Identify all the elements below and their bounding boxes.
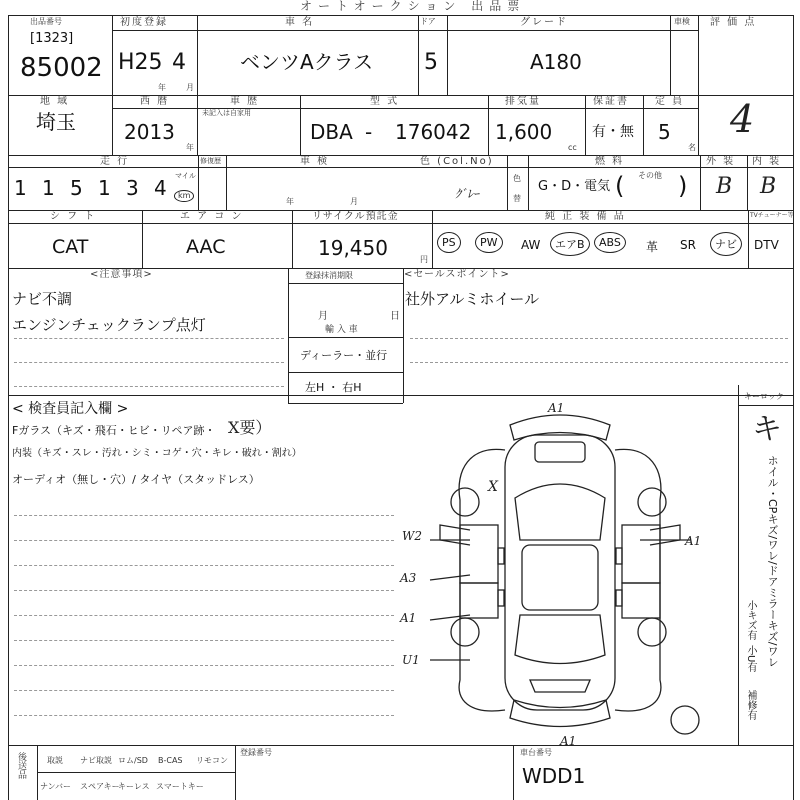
footer-item-remote: リモコン <box>196 756 228 765</box>
key-lock-label: キーロック <box>744 392 784 401</box>
recycle-label: リサイクル預託金 <box>312 211 399 222</box>
capacity-label: 定 員 <box>655 96 685 107</box>
handle-side: 左H ・ 右H <box>305 381 362 394</box>
history-label: 車 歴 <box>230 96 260 107</box>
fuel: G・D・電気 <box>538 179 611 194</box>
extra-label: 車検 <box>674 17 690 26</box>
km-unit: km <box>174 190 194 202</box>
fuel-paren-close: ) <box>678 172 688 200</box>
first-reg-month: 4 <box>172 50 186 75</box>
lot-number: 85002 <box>20 53 103 83</box>
mileage-digit-3: 5 <box>70 176 83 200</box>
western-year: 2013 <box>124 120 175 144</box>
mileage-digit-5: 3 <box>126 176 139 200</box>
tv-tuner-label: TVチューナー等 <box>750 212 794 219</box>
displacement-unit: cc <box>568 143 577 152</box>
fuel-paren-open: ( <box>615 172 625 200</box>
deadline-month: 月 <box>318 311 328 322</box>
ac: AAC <box>186 236 226 258</box>
exterior-label: 外 装 <box>706 156 736 167</box>
region: 埼玉 <box>36 110 76 134</box>
equip-dtv: DTV <box>754 238 779 252</box>
inspector-line-2: 内装（キズ・スレ・汚れ・シミ・コゲ・穴・キレ・破れ・割れ） <box>12 448 302 459</box>
door-label: ドア <box>420 17 436 26</box>
footer-item-keyless: キーレス <box>118 782 150 791</box>
fuel-other: その他 <box>638 171 662 180</box>
note-line-2: エンジンチェックランプ点灯 <box>12 316 206 334</box>
equip-abs: ABS <box>594 232 630 253</box>
color-side-2: 替 <box>513 194 521 203</box>
interior-label: 内 装 <box>752 156 782 167</box>
region-label: 地 域 <box>40 96 70 107</box>
interior-grade: B <box>760 174 777 199</box>
mark-rear: A1 <box>560 734 577 748</box>
shaken-month: 月 <box>350 197 358 206</box>
warranty: 有・無 <box>592 124 634 140</box>
equip-airbag: エアB <box>550 232 594 256</box>
sales-point-label: <セールスポイント> <box>404 269 510 280</box>
key-sub-1: 小キズ有 <box>745 600 756 640</box>
key-sub-2: 小U有 <box>745 645 756 673</box>
fuel-label: 燃 料 <box>595 156 625 167</box>
inspector-line-1-mark: X要） <box>228 418 272 437</box>
mile-unit: マイル <box>175 172 196 180</box>
grade: A180 <box>530 50 582 74</box>
deadline-day: 日 <box>390 311 400 322</box>
equip-navi: ナビ <box>710 232 746 256</box>
model-prefix: DBA <box>310 120 353 144</box>
key-note-vertical: ホイル・CPキズ/ワレ/ドアミラーキズ/ワレ <box>766 455 780 668</box>
sales-point: 社外アルミホイール <box>405 290 540 308</box>
footer-item-plate: ナンバー <box>40 782 72 791</box>
door-count: 5 <box>424 50 438 75</box>
shaken-year: 年 <box>286 197 294 206</box>
deadline-label: 登録抹消期限 <box>305 271 353 280</box>
capacity-unit: 名 <box>688 143 696 152</box>
car-name-label: 車 名 <box>285 17 315 28</box>
key-lock-mark: キ <box>752 412 782 447</box>
capacity: 5 <box>658 120 671 144</box>
lot-code: [1323] <box>30 31 74 46</box>
model-label: 型 式 <box>370 96 400 107</box>
color-label: 色 (Col.No) <box>420 156 494 167</box>
grade-label: グレード <box>520 17 568 28</box>
import-label: 輸 入 車 <box>325 325 358 335</box>
mark-front-x: X <box>488 479 498 495</box>
mileage-label: 走 行 <box>100 156 130 167</box>
exterior-grade: B <box>716 174 733 199</box>
western-year-unit: 年 <box>186 143 194 152</box>
first-reg-era: H25 <box>118 50 163 75</box>
rating-label: 評 価 点 <box>710 17 757 28</box>
mileage-digit-1: 1 <box>14 176 27 200</box>
equip-sr: SR <box>680 238 696 252</box>
color-side-1: 色 <box>513 174 521 183</box>
recycle-yen: 円 <box>420 255 428 264</box>
mileage-digit-2: 1 <box>42 176 55 200</box>
recycle-fee: 19,450 <box>318 236 388 260</box>
model-dash: - <box>365 120 373 144</box>
shaken-label: 車 検 <box>300 156 330 167</box>
rating-value: 4 <box>730 97 755 141</box>
mark-left-rear: A1 <box>400 611 417 625</box>
first-reg-label: 初度登録 <box>120 17 168 28</box>
mark-left-front-door: W2 <box>402 529 422 543</box>
equip-leather: 革 <box>646 240 659 254</box>
key-sub-3: 補修有 <box>745 690 756 720</box>
displacement: 1,600 <box>495 120 553 144</box>
sheet-title: オートオークション 出品票 <box>300 0 526 13</box>
warranty-label: 保証書 <box>593 96 629 107</box>
mark-left-door: A3 <box>400 571 417 585</box>
inspector-label: < 検査員記入欄 > <box>12 401 129 417</box>
registration-label: 登録番号 <box>240 748 272 757</box>
repair-label: 修復歴 <box>200 157 221 165</box>
footer-item-bcas: B-CAS <box>158 756 183 765</box>
shift-label: シ フ ト <box>50 211 97 222</box>
car-name: ベンツAクラス <box>240 50 374 74</box>
inspector-line-3: オーディオ（無し・穴）/ タイヤ（スタッドレス） <box>12 473 260 486</box>
dealer-parallel: ディーラー・並行 <box>300 349 388 362</box>
footer-item-spare-key: スペアキー <box>80 782 120 791</box>
displacement-label: 排気量 <box>505 96 541 107</box>
shift: CAT <box>52 236 89 258</box>
footer-item-rom: ロム/SD <box>118 756 148 765</box>
first-reg-month-unit: 月 <box>186 83 194 92</box>
mark-front: A1 <box>548 401 565 415</box>
footer-item-smart-key: スマートキー <box>156 782 204 791</box>
equip-aw: AW <box>521 238 541 252</box>
mark-left-quarter: U1 <box>402 653 420 667</box>
model-code: 176042 <box>395 120 472 144</box>
footer-item-manual: 取説 <box>47 756 63 765</box>
note-line-1: ナビ不調 <box>12 290 73 308</box>
mileage-digit-6: 4 <box>154 176 167 200</box>
chassis-label: 車台番号 <box>520 748 552 757</box>
western-year-label: 西 暦 <box>140 96 170 107</box>
ac-label: エ ア コ ン <box>180 211 244 222</box>
lot-label: 出品番号 <box>30 17 62 26</box>
mileage-digit-4: 1 <box>98 176 111 200</box>
history-note: 未記入は自家用 <box>202 109 251 117</box>
equip-ps: PS <box>437 232 465 253</box>
chassis-number: WDD1 <box>522 764 586 788</box>
notes-label: <注意事項> <box>90 269 153 280</box>
color-value: ｸﾞﾚｰ <box>455 187 480 201</box>
footer-item-navi-manual: ナビ取説 <box>80 756 112 765</box>
equip-pw: PW <box>475 232 507 253</box>
first-reg-year-unit: 年 <box>158 83 166 92</box>
side-items-label: 後送品 <box>16 752 26 779</box>
mark-right-mirror: A1 <box>685 534 702 548</box>
inspector-line-1: Fガラス（キズ・飛石・ヒビ・リペア跡・ <box>12 424 216 437</box>
equipment-label: 純 正 装 備 品 <box>545 211 626 222</box>
